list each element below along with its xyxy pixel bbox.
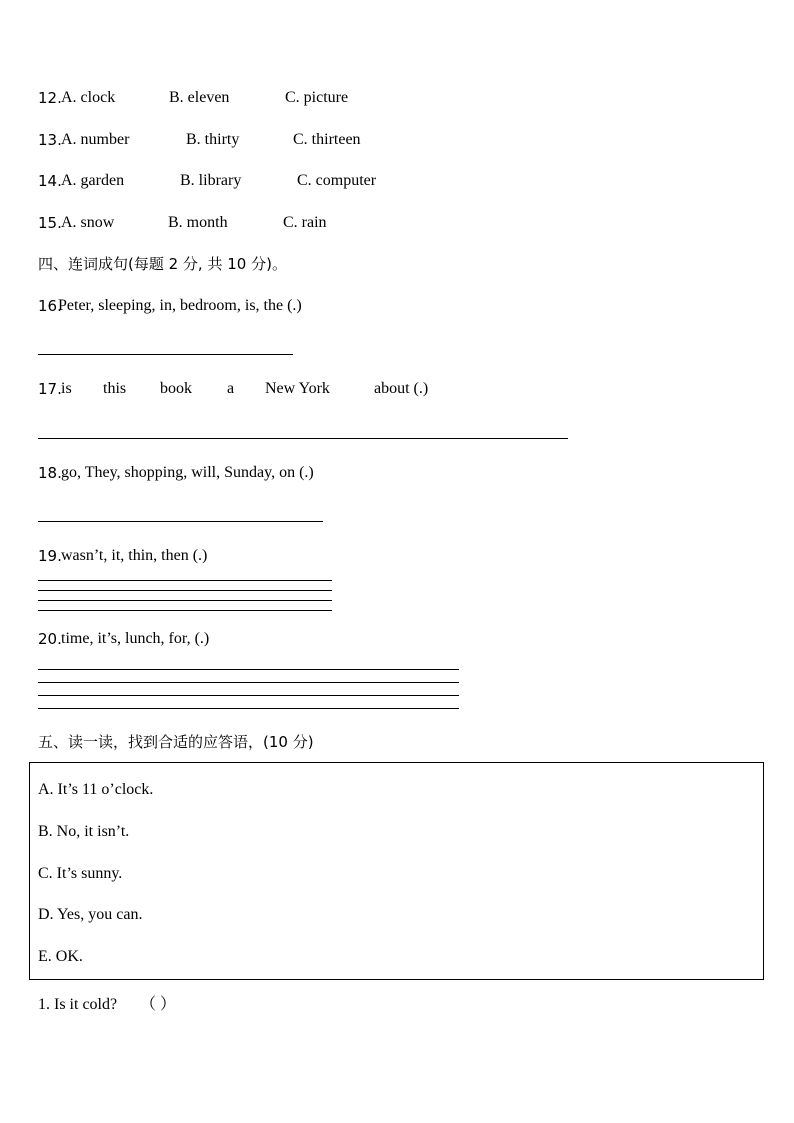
word: a (227, 380, 235, 397)
word: about (.) (374, 380, 429, 397)
word: book (160, 380, 192, 397)
answer-option-a: A. It’s 11 o’clock. (38, 781, 154, 798)
word: this (103, 380, 127, 397)
option-b: B. library (180, 172, 242, 189)
word: New York (265, 380, 330, 397)
section-4-title: 四、连词成句(每题 2 分, 共 10 分)。 (38, 255, 287, 273)
answer-line-20a[interactable] (38, 669, 459, 670)
option-a: A. garden (61, 172, 125, 189)
answer-line-20b[interactable] (38, 682, 459, 683)
question-text: wasn’t, it, thin, then (.) (61, 547, 208, 564)
option-b: B. month (168, 214, 228, 231)
answer-line-16[interactable] (38, 354, 293, 355)
item-number: 13. (38, 131, 62, 149)
option-b: B. eleven (169, 89, 230, 106)
option-b: B. thirty (186, 131, 240, 148)
answer-option-b: B. No, it isn’t. (38, 823, 130, 840)
word: is (61, 380, 72, 397)
option-c: C. rain (283, 214, 327, 231)
answer-line-17[interactable] (38, 438, 568, 439)
option-a: A. clock (61, 89, 116, 106)
answer-line-19c[interactable] (38, 600, 332, 601)
question-text: Peter, sleeping, in, bedroom, is, the (.) (58, 297, 302, 314)
answer-line-18[interactable] (38, 521, 323, 522)
answer-options-box (29, 762, 764, 980)
answer-blank[interactable]: （ ） (140, 996, 177, 1013)
answer-option-c: C. It’s sunny. (38, 865, 123, 882)
option-c: C. thirteen (293, 131, 361, 148)
section-5-title: 五、读一读，找到合适的应答语，(10 分) (38, 733, 314, 751)
answer-option-d: D. Yes, you can. (38, 906, 143, 923)
question-text: go, They, shopping, will, Sunday, on (.) (61, 464, 314, 481)
answer-line-20d[interactable] (38, 708, 459, 709)
answer-line-19d[interactable] (38, 610, 332, 611)
answer-option-e: E. OK. (38, 948, 83, 965)
question-number: 20. (38, 630, 62, 648)
answer-line-19a[interactable] (38, 580, 332, 581)
answer-line-19b[interactable] (38, 590, 332, 591)
question-number: 19. (38, 547, 62, 565)
item-number: 15. (38, 214, 62, 232)
question-number: 17. (38, 380, 62, 398)
option-c: C. picture (285, 89, 349, 106)
item-number: 14. (38, 172, 62, 190)
answer-line-20c[interactable] (38, 695, 459, 696)
option-c: C. computer (297, 172, 377, 189)
question-number: 18. (38, 464, 62, 482)
question-text: 1. Is it cold? (38, 996, 118, 1013)
question-text: time, it’s, lunch, for, (.) (61, 630, 210, 647)
option-a: A. number (61, 131, 130, 148)
question-number: 16. (38, 297, 62, 315)
item-number: 12. (38, 89, 62, 107)
option-a: A. snow (61, 214, 115, 231)
